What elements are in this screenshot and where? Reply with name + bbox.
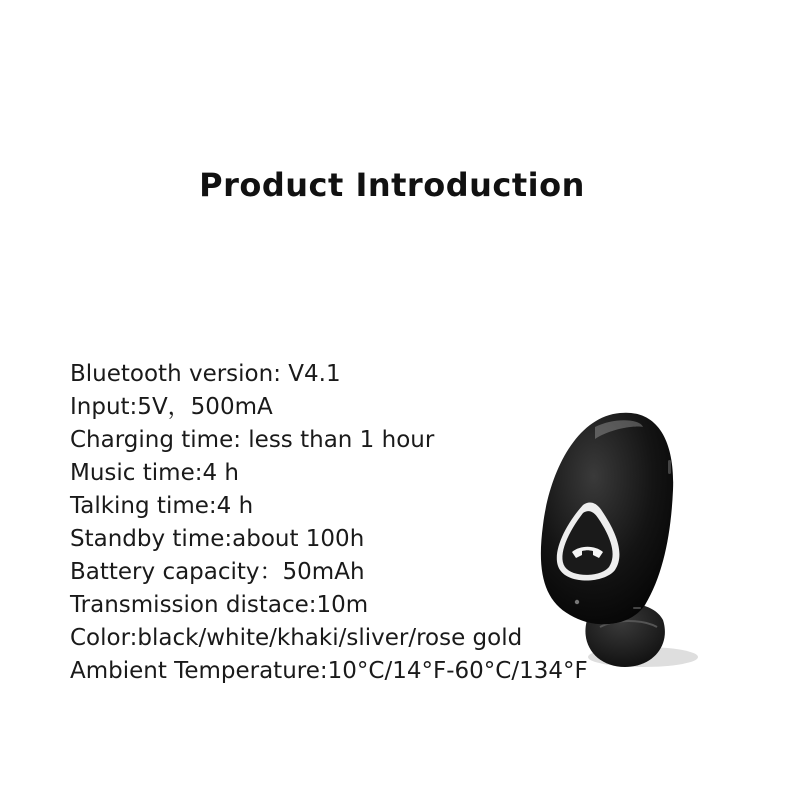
page-title: Product Introduction bbox=[199, 166, 585, 204]
spec-battery-capacity: Battery capacity：50mAh bbox=[70, 559, 365, 585]
spec-input: Input:5V，500mA bbox=[70, 394, 273, 420]
spec-transmission-distance: Transmission distace:10m bbox=[70, 592, 369, 618]
spec-list bbox=[70, 358, 588, 688]
spec-talking-time: Talking time:4 h bbox=[70, 493, 254, 519]
spec-music-time: Music time:4 h bbox=[70, 460, 239, 486]
spec-ambient-temperature: Ambient Temperature:10°C/14°F-60°C/134°F bbox=[70, 658, 588, 684]
spec-bluetooth-version: Bluetooth version: V4.1 bbox=[70, 361, 341, 387]
spec-color: Color:black/white/khaki/sliver/rose gold bbox=[70, 625, 523, 651]
spec-charging-time: Charging time: less than 1 hour bbox=[70, 427, 435, 453]
spec-standby-time: Standby time:about 100h bbox=[70, 526, 365, 552]
